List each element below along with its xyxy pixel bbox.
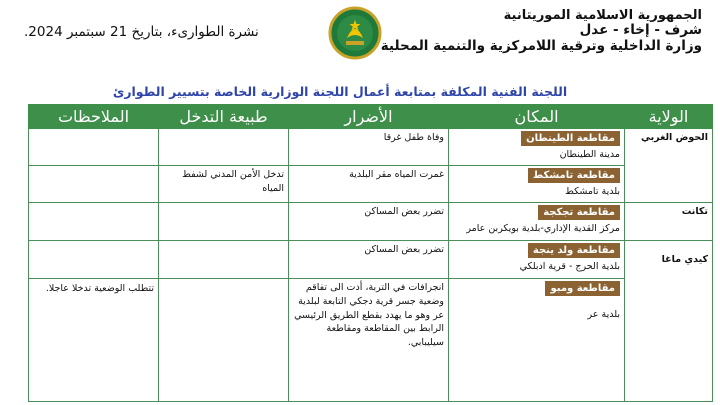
- notes-cell: [29, 129, 159, 166]
- notes-cell: [29, 166, 159, 203]
- moughataa-label: مقاطعة الطينطان: [521, 131, 620, 146]
- intervention-cell: [159, 241, 289, 279]
- table-row: [29, 241, 713, 279]
- table-row: [29, 166, 713, 203]
- committee-subtitle: اللجنة الفنية المكلفة بمتابعة أعمال اللجنة الوزارية الخاصة بتسيير الطوارئ: [112, 84, 568, 99]
- moughataa-label: مقاطعة تامشكط: [528, 168, 620, 183]
- moughataa-label: مقاطعة تجكجة: [538, 205, 620, 220]
- header-wilaya: الولاية: [625, 105, 713, 129]
- government-heading: [372, 8, 702, 55]
- place-cell: [449, 129, 625, 166]
- intervention-cell: [159, 129, 289, 166]
- place-cell: [449, 203, 625, 241]
- table-row: [29, 203, 713, 241]
- table-row: [29, 129, 713, 166]
- place-name: بلدية تامشكط: [565, 186, 620, 197]
- table-header-row: [29, 105, 713, 129]
- header-intervention: طبيعة التدخل: [159, 105, 289, 129]
- header-place: المكان: [449, 105, 625, 129]
- wilaya-cell: تكانت: [625, 203, 713, 241]
- damage-cell: غمرت المياه مقر البلدية: [289, 166, 449, 203]
- damage-cell: تضرر بعض المساكن: [289, 241, 449, 279]
- document-header: [0, 0, 720, 84]
- emergency-table: [28, 104, 713, 402]
- moughataa-label: مقاطعة ومبو: [545, 281, 620, 296]
- place-cell: [449, 166, 625, 203]
- table-row: [29, 279, 713, 402]
- motto: شرف - إخاء - عدل: [579, 22, 702, 39]
- place-name: بلدية عر: [587, 309, 620, 320]
- national-emblem-icon: [328, 6, 382, 60]
- intervention-cell: تدخل الأمن المدني لشفط المياه: [159, 166, 289, 203]
- intervention-cell: [159, 203, 289, 241]
- intervention-cell: [159, 279, 289, 402]
- republic-name: الجمهورية الاسلامية الموريتانية: [503, 8, 702, 23]
- damage-cell: وفاة طفل غرقا: [289, 129, 449, 166]
- place-name: مدينة الطينطان: [559, 149, 620, 160]
- damage-cell: انجرافات في التربة، أدت الى تفاقم وضعية جسر قرية دجكي التابعة لبلدية عر وهو ما يهدد بقطع الطريق الرئيسي الرابط بين المقاطعة ومقاطعة سيليبابي.: [289, 279, 449, 402]
- notes-cell: [29, 241, 159, 279]
- place-name: بلدية الحرج - قرية ادبلكي: [519, 261, 620, 272]
- header-notes: الملاحظات: [29, 105, 159, 129]
- wilaya-cell: كيدي ماغا: [625, 241, 713, 402]
- notes-cell: تتطلب الوضعية تدخلا عاجلا.: [29, 279, 159, 402]
- place-cell: [449, 279, 625, 402]
- place-name: مركز القدية الإداري-بلدية بويكربن عامر: [466, 223, 620, 234]
- wilaya-cell: الحوض الغربي: [625, 129, 713, 203]
- place-cell: [449, 241, 625, 279]
- bulletin-date: نشرة الطوارىء، بتاريخ 21 سبتمبر 2024.: [24, 24, 259, 40]
- header-damage: الأضرار: [289, 105, 449, 129]
- notes-cell: [29, 203, 159, 241]
- ministry-name: وزارة الداخلية وترقية اللامركزية والتنمية المحلية: [380, 38, 702, 55]
- moughataa-label: مقاطعة ولد ينجة: [528, 243, 620, 258]
- damage-cell: تضرر بعض المساكن: [289, 203, 449, 241]
